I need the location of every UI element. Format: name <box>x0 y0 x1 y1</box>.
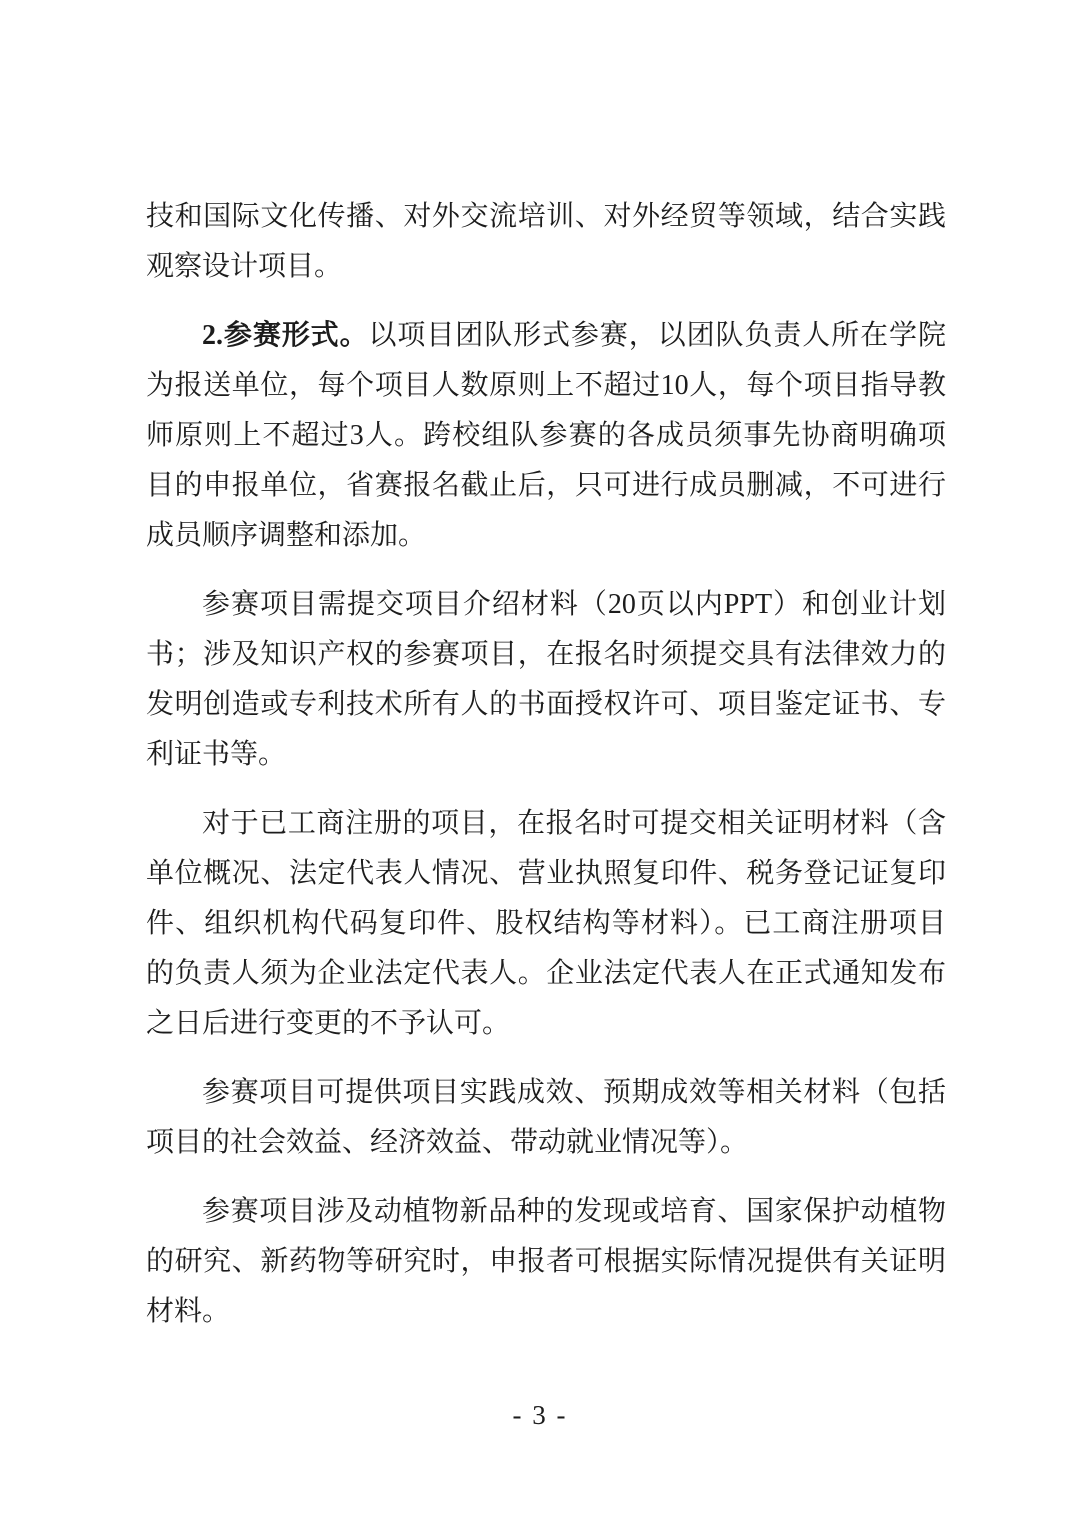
document-body <box>146 192 946 1337</box>
text-line: 单位概况、法定代表人情况、营业执照复印件、税务登记证复印 <box>146 858 946 889</box>
text-line: 发明创造或专利技术所有人的书面授权许可、项目鉴定证书、专 <box>146 689 946 720</box>
paragraph <box>146 799 946 1049</box>
text-line: 的研究、新药物等研究时，申报者可根据实际情况提供有关证明 <box>146 1246 946 1277</box>
paragraph <box>146 580 946 780</box>
text-line: 观察设计项目。 <box>146 251 343 282</box>
text-line: 对于已工商注册的项目，在报名时可提交相关证明材料（含 <box>202 808 946 839</box>
page-number: - 3 - <box>512 1400 568 1430</box>
text-line: 的负责人须为企业法定代表人。企业法定代表人在正式通知发布 <box>146 958 946 989</box>
text-line: 参赛项目可提供项目实践成效、预期成效等相关材料（包括 <box>202 1077 946 1108</box>
text-line: 参赛项目涉及动植物新品种的发现或培育、国家保护动植物 <box>202 1196 946 1227</box>
paragraph <box>146 311 946 561</box>
text-line: 技和国际文化传播、对外交流培训、对外经贸等领域，结合实践 <box>146 201 946 232</box>
text-line: 为报送单位，每个项目人数原则上不超过10人，每个项目指导教 <box>146 370 946 401</box>
paragraph <box>146 1187 946 1337</box>
bold-run-in-heading: 2.参赛形式。 <box>202 320 369 351</box>
paragraph <box>146 192 946 292</box>
text-line: 2.参赛形式。以项目团队形式参赛，以团队负责人所在学院 <box>202 320 946 351</box>
text-line: 书；涉及知识产权的参赛项目，在报名时须提交具有法律效力的 <box>146 639 946 670</box>
text-line: 参赛项目需提交项目介绍材料（20页以内PPT）和创业计划 <box>202 589 946 620</box>
text-line: 件、组织机构代码复印件、股权结构等材料）。已工商注册项目 <box>146 908 946 939</box>
text-line: 目的申报单位，省赛报名截止后，只可进行成员删减，不可进行 <box>146 470 946 501</box>
text-line: 师原则上不超过3人。跨校组队参赛的各成员须事先协商明确项 <box>146 420 946 451</box>
paragraph <box>146 1068 946 1168</box>
text-line: 成员顺序调整和添加。 <box>146 520 427 551</box>
text-line: 材料。 <box>146 1296 231 1327</box>
text-line: 之日后进行变更的不予认可。 <box>146 1008 511 1039</box>
text-line: 项目的社会效益、经济效益、带动就业情况等）。 <box>146 1127 749 1158</box>
text-line: 利证书等。 <box>146 739 287 770</box>
